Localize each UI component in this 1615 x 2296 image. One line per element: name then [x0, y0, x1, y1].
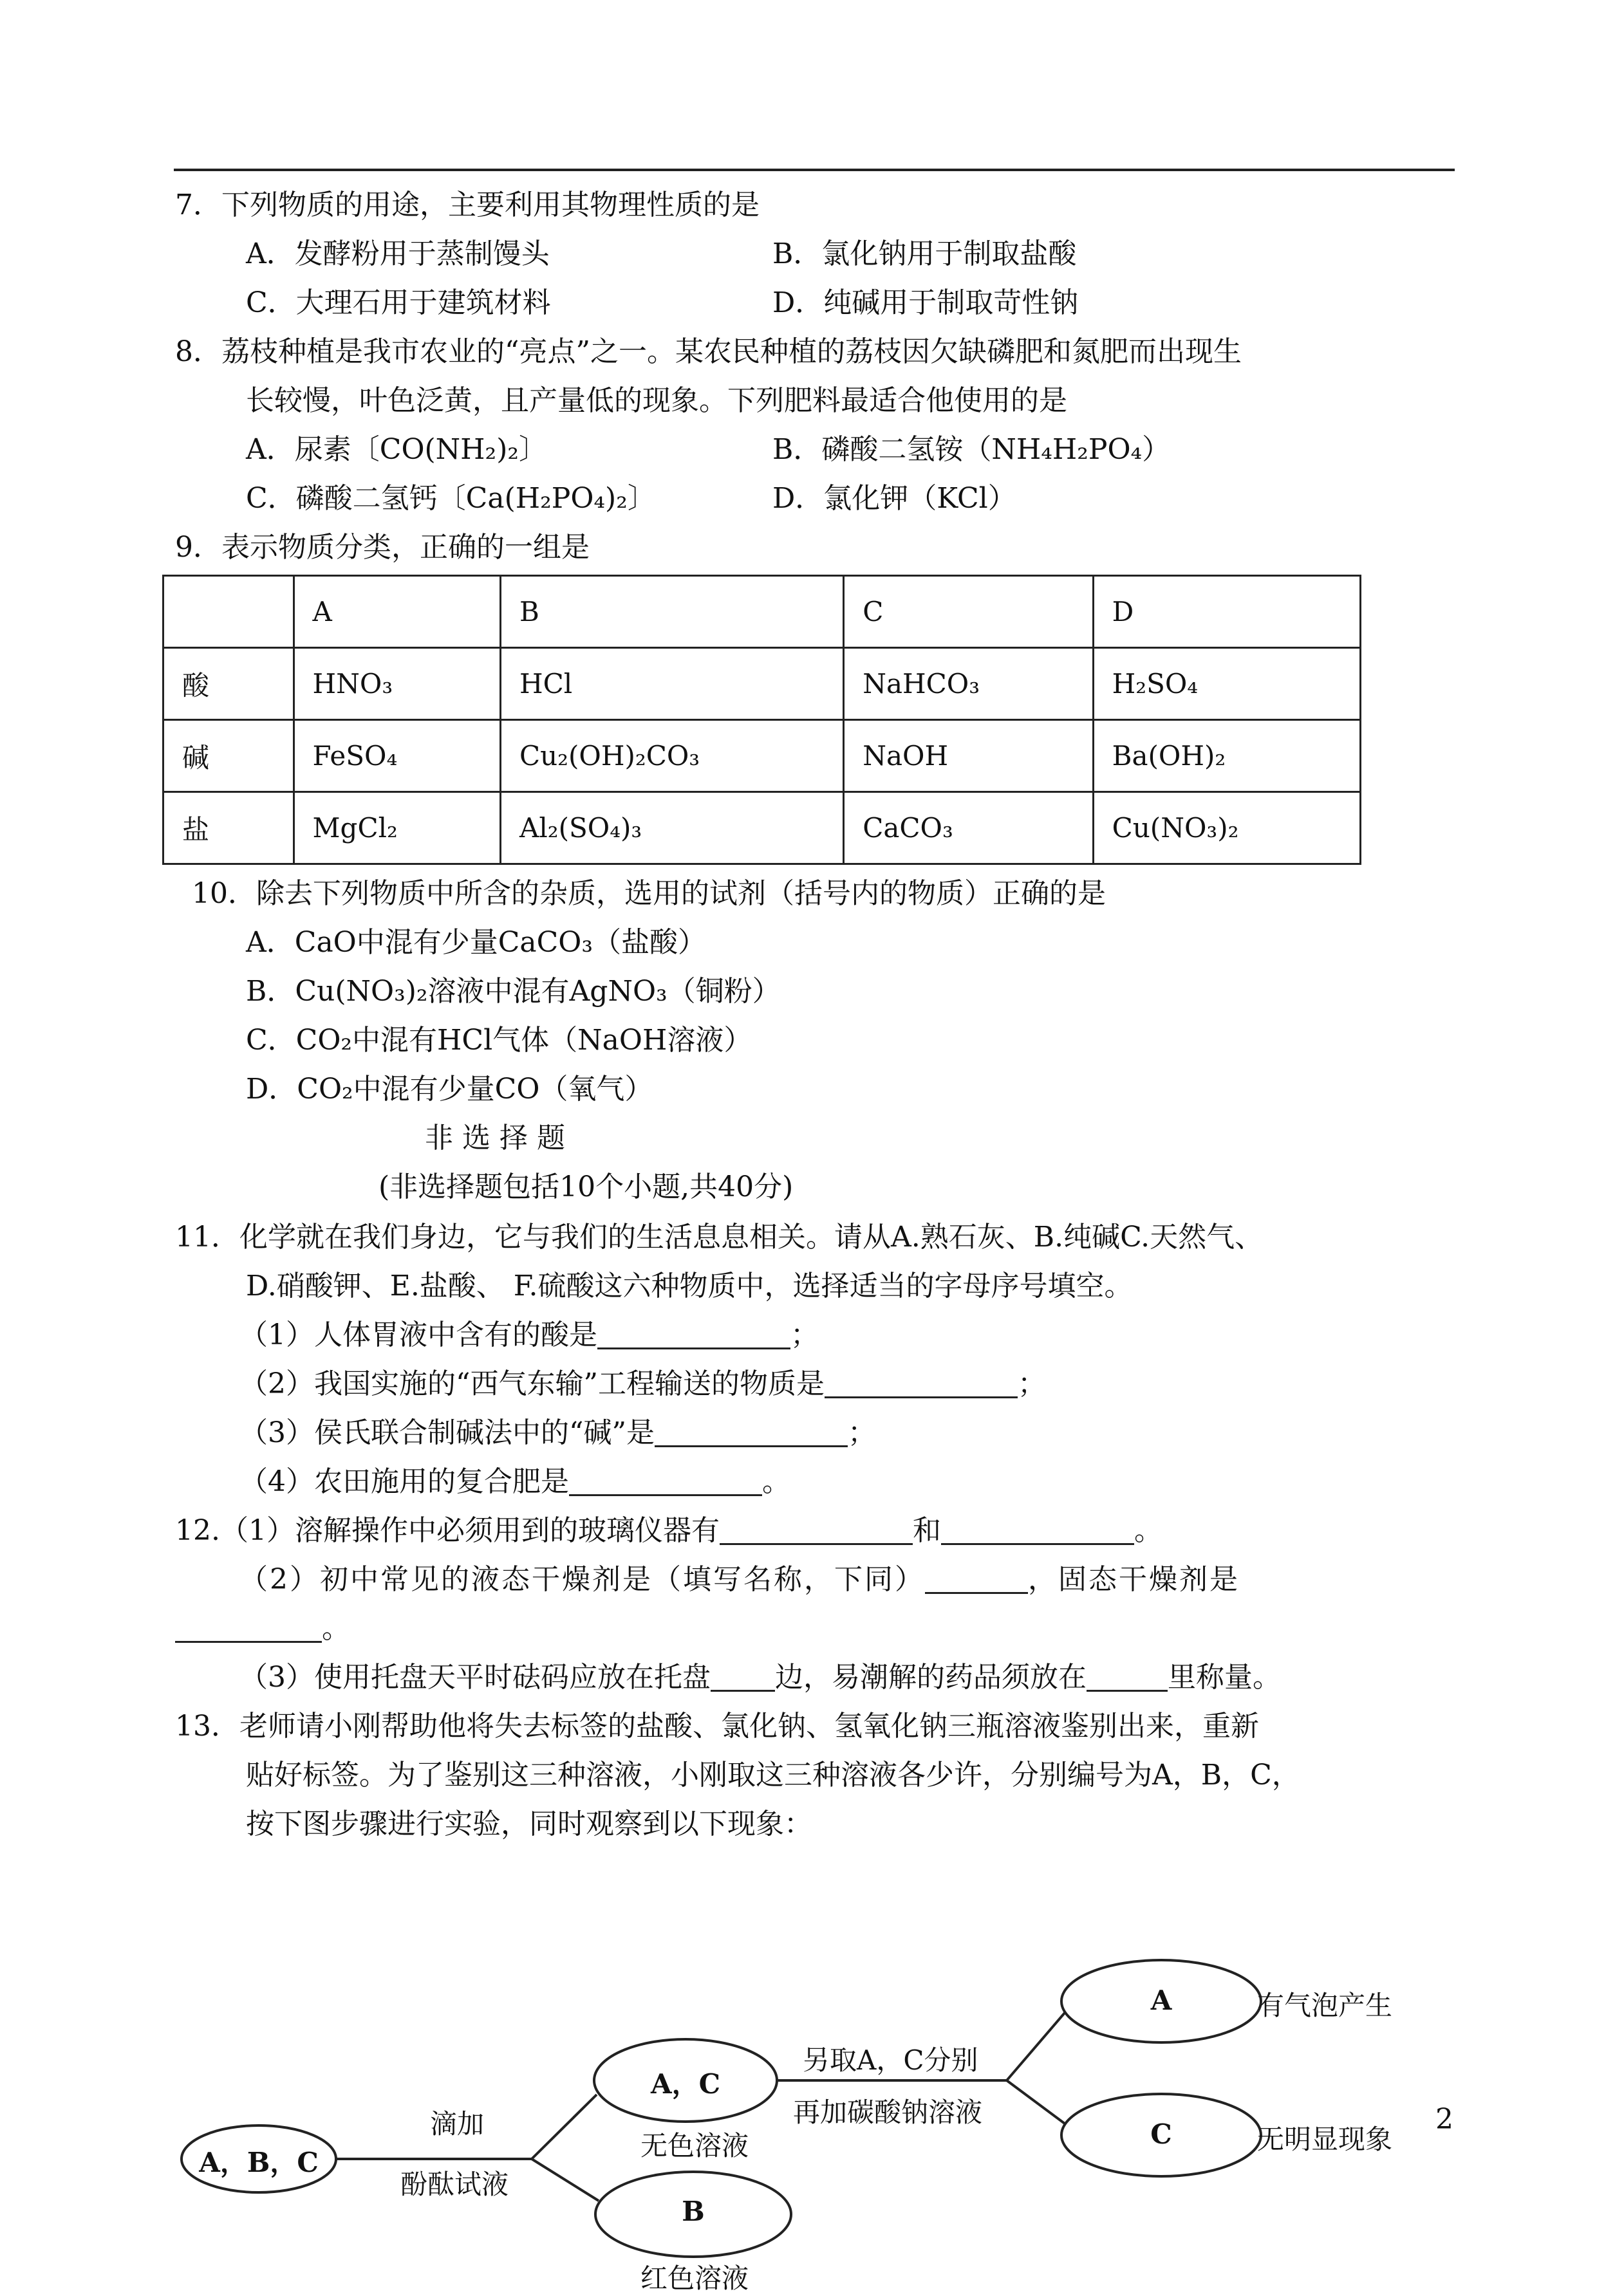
q12-sub3-mid: 边，易潮解的药品须放在 [775, 1661, 1087, 1694]
q13-line1: 13．老师请小刚帮助他将失去标签的盐酸、氯化钠、氢氧化钠三瓶溶液鉴别出来，重新 [175, 1710, 1259, 1743]
table-cell: FeSO₄ [294, 720, 500, 792]
table-cell: Cu(NO₃)₂ [1093, 792, 1360, 864]
q12-sub2-mid: ，固态干燥剂是 [1028, 1563, 1240, 1596]
q8-option-a: A．尿素〔CO(NH₂)₂〕 [246, 433, 547, 466]
q7-option-a: A．发酵粉用于蒸制馒头 [246, 237, 550, 270]
ac-node-caption: 无色溶液 [640, 2130, 749, 2162]
table-header-cell: C [844, 576, 1093, 648]
q8-option-d: D．氯化钾（KCl） [772, 482, 1016, 515]
q11-sub1-text: （1）人体胃液中含有的酸是 [239, 1319, 597, 1351]
q10-stem: 10．除去下列物质中所含的杂质，选用的试剂（括号内的物质）正确的是 [192, 877, 1106, 910]
q11-sub4-end: 。 [762, 1465, 790, 1498]
q12-sub1-text: 12.（1）溶解操作中必须用到的玻璃仪器有 [175, 1514, 720, 1547]
q7-stem: 7．下列物质的用途，主要利用其物理性质的是 [175, 189, 760, 221]
q10-option-b: B．Cu(NO₃)₂溶液中混有AgNO₃（铜粉） [246, 975, 781, 1008]
table-cell: NaHCO₃ [844, 648, 1093, 720]
table-cell: Al₂(SO₄)₃ [501, 792, 844, 864]
q7-option-d: D．纯碱用于制取苛性钠 [772, 286, 1079, 319]
table-cell: CaCO₃ [844, 792, 1093, 864]
q7-option-b: B．氯化钠用于制取盐酸 [772, 237, 1077, 270]
q11-sub2-text: （2）我国实施的“西气东输”工程输送的物质是 [239, 1367, 825, 1400]
table-cell: NaOH [844, 720, 1093, 792]
section-title: 非 选 择 题 [425, 1122, 565, 1154]
a-node-result: 有气泡产生 [1257, 1990, 1393, 2021]
step1-top-label: 滴加 [430, 2108, 485, 2140]
table-cell: HNO₃ [294, 648, 500, 720]
q13-line3: 按下图步骤进行实验，同时观察到以下现象： [246, 1808, 812, 1840]
q12-sub2-end: 。 [322, 1612, 350, 1645]
q11-sub2-end: ； [1017, 1367, 1046, 1400]
a-node-label: A [1150, 1985, 1172, 2016]
q12-sub1-end: 。 [1134, 1514, 1162, 1547]
q12-sub3-text: （3）使用托盘天平时砝码应放在托盘 [239, 1661, 711, 1694]
connector-line [532, 2159, 599, 2201]
table-cell: Ba(OH)₂ [1093, 720, 1360, 792]
q11-sub1-end: ； [790, 1319, 819, 1351]
table-header-cell: A [294, 576, 500, 648]
connector-line [1007, 2013, 1065, 2080]
q11-sub4-text: （4）农田施用的复合肥是 [239, 1465, 569, 1498]
q8-option-c: C．磷酸二氢钙〔Ca(H₂PO₄)₂〕 [246, 482, 656, 515]
row-label-base: 碱 [163, 720, 294, 792]
connector-line [1007, 2080, 1065, 2124]
page-number: 2 [1435, 2103, 1453, 2136]
section-note: (非选择题包括10个小题,共40分) [378, 1171, 794, 1203]
table-cell: Cu₂(OH)₂CO₃ [501, 720, 844, 792]
q12-sub1-and: 和 [912, 1514, 941, 1547]
q8-stem-line2: 长较慢，叶色泛黄，且产量低的现象。下列肥料最适合他使用的是 [246, 384, 1067, 417]
row-label-acid: 酸 [163, 648, 294, 720]
table-cell: HCl [501, 648, 844, 720]
q11-stem-line1: 11．化学就在我们身边，它与我们的生活息息相关。请从A.熟石灰、B.纯碱C.天然气、 [175, 1221, 1264, 1254]
b-node-caption: 红色溶液 [640, 2263, 749, 2294]
q8-option-b: B．磷酸二氢铵（NH₄H₂PO₄） [772, 433, 1171, 466]
c-node-result: 无明显现象 [1257, 2124, 1393, 2155]
step2-bottom-label: 再加碳酸钠溶液 [793, 2097, 983, 2128]
b-node-label: B [682, 2196, 705, 2227]
q11-sub3-end: ； [847, 1416, 876, 1449]
ac-node-label: A，C [650, 2068, 720, 2100]
connector-line [532, 2095, 597, 2159]
q11-stem-line2: D.硝酸钾、E.盐酸、 F.硫酸这六种物质中，选择适当的字母序号填空。 [246, 1270, 1133, 1302]
step1-bottom-label: 酚酞试液 [400, 2169, 509, 2200]
c-node-label: C [1150, 2118, 1172, 2150]
q9-stem: 9．表示物质分类，正确的一组是 [175, 531, 590, 564]
table-header-cell: B [501, 576, 844, 648]
start-node-label: A，B，C [199, 2147, 319, 2178]
row-label-salt: 盐 [163, 792, 294, 864]
q8-stem-line1: 8．荔枝种植是我市农业的“亮点”之一。某农民种植的荔枝因欠缺磷肥和氮肥而出现生 [175, 335, 1242, 368]
q12-sub2-text: （2）初中常见的液态干燥剂是（填写名称，下同） [239, 1563, 925, 1596]
q10-option-a: A．CaO中混有少量CaCO₃（盐酸） [246, 926, 707, 959]
q12-sub3-end: 里称量。 [1168, 1661, 1281, 1694]
q7-option-c: C．大理石用于建筑材料 [246, 286, 551, 319]
step2-top-label: 另取A，C分别 [803, 2044, 978, 2076]
table-header-cell: D [1093, 576, 1360, 648]
q10-option-c: C．CO₂中混有HCl气体（NaOH溶液） [246, 1024, 752, 1057]
table-cell: H₂SO₄ [1093, 648, 1360, 720]
q13-line2: 贴好标签。为了鉴别这三种溶液，小刚取这三种溶液各少许，分别编号为A，B，C， [246, 1759, 1300, 1791]
table-cell: MgCl₂ [294, 792, 500, 864]
q10-option-d: D．CO₂中混有少量CO（氧气） [246, 1073, 653, 1106]
q11-sub3-text: （3）侯氏联合制碱法中的“碱”是 [239, 1416, 655, 1449]
